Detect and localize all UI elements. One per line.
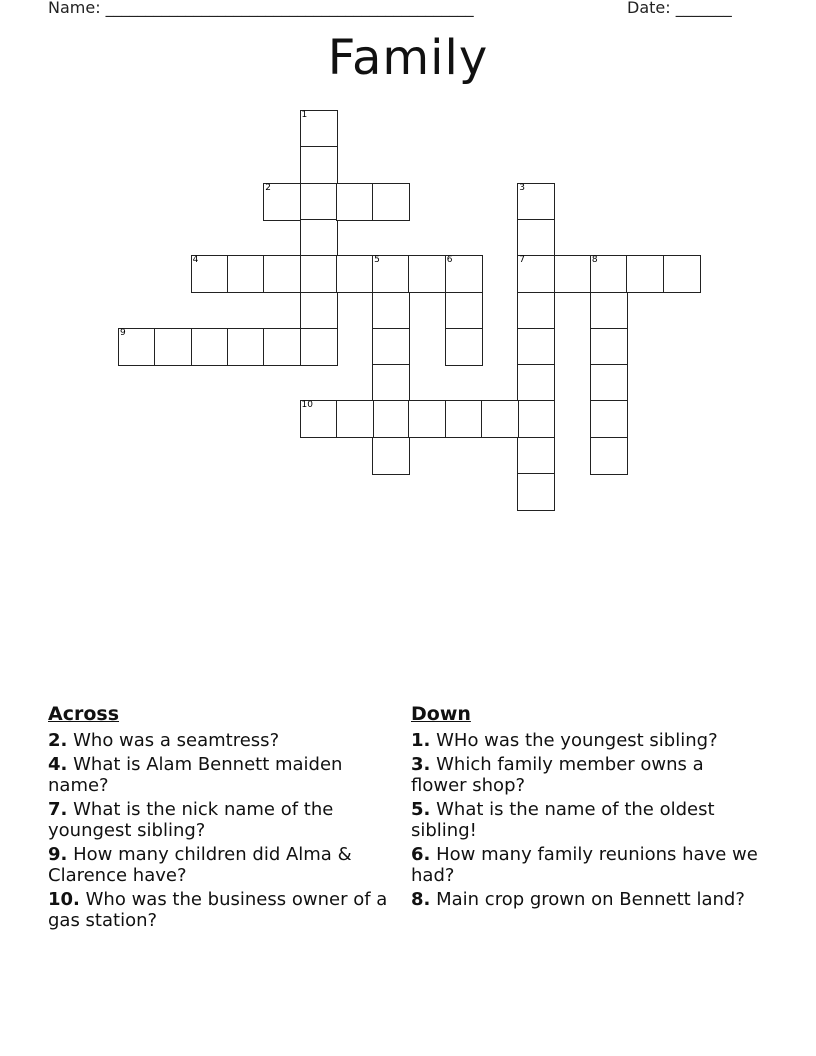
crossword-cell[interactable] (554, 255, 592, 293)
crossword-cell[interactable] (191, 328, 229, 366)
crossword-cell[interactable] (372, 183, 410, 221)
crossword-cell[interactable] (263, 183, 301, 221)
clue-number: 3. (411, 754, 431, 775)
crossword-cell[interactable] (372, 364, 410, 402)
clue-text: How many children did Alma & Clarence have? (48, 844, 352, 886)
across-clue (48, 889, 388, 931)
down-clue (411, 844, 761, 886)
cell-number: 9 (120, 327, 126, 338)
cell-number: 3 (519, 182, 526, 193)
clue-number: 5. (411, 799, 431, 820)
clue-text: Which family member owns a flower shop? (411, 754, 704, 796)
date-field-line: Date: _______ (627, 0, 732, 17)
crossword-cell[interactable] (300, 110, 338, 148)
clue-text: What is the nick name of the youngest sibling? (48, 799, 334, 841)
crossword-cell[interactable] (118, 328, 156, 366)
clue-text: What is Alam Bennett maiden name? (48, 754, 343, 796)
cell-number: 6 (446, 255, 453, 266)
clue-text: Main crop grown on Bennett land? (436, 889, 745, 910)
clue-text: Who was a seamtress? (73, 730, 280, 751)
cell-number: 2 (265, 182, 271, 193)
across-clues (48, 702, 388, 934)
down-clue (411, 889, 761, 910)
crossword-cell[interactable] (590, 400, 628, 438)
crossword-cell[interactable] (445, 400, 483, 438)
crossword-cell[interactable] (336, 400, 374, 438)
crossword-cell[interactable] (372, 255, 410, 293)
crossword-cell[interactable] (590, 364, 628, 402)
across-clue (48, 730, 388, 751)
crossword-cell[interactable] (481, 400, 519, 438)
page-title: Family (327, 30, 489, 86)
across-clue (48, 754, 388, 796)
crossword-cell[interactable] (227, 328, 265, 366)
crossword-cell[interactable] (445, 328, 483, 366)
crossword-cell[interactable] (626, 255, 664, 293)
crossword-cell[interactable] (517, 328, 555, 366)
crossword-cell[interactable] (372, 292, 410, 330)
clue-number: 7. (48, 799, 68, 820)
crossword-cell[interactable] (517, 473, 555, 511)
down-clues (411, 702, 761, 913)
crossword-cell[interactable] (227, 255, 265, 293)
down-heading: Down (411, 703, 471, 725)
clue-text: Who was the business owner of a gas station? (48, 889, 388, 931)
across-clue (48, 844, 388, 886)
crossword-cell[interactable] (517, 292, 555, 330)
clue-number: 4. (48, 754, 68, 775)
crossword-cell[interactable] (445, 292, 483, 330)
clue-text: WHo was the youngest sibling? (436, 730, 718, 751)
crossword-cell[interactable] (590, 292, 628, 330)
crossword-cell[interactable] (517, 400, 555, 438)
crossword-cell[interactable] (263, 328, 301, 366)
down-clue (411, 799, 761, 841)
crossword-cell[interactable] (663, 255, 701, 293)
crossword-cell[interactable] (154, 328, 192, 366)
crossword-cell[interactable] (300, 292, 338, 330)
across-heading: Across (48, 703, 120, 725)
crossword-cell[interactable] (445, 255, 483, 293)
crossword-cell[interactable] (517, 183, 555, 221)
crossword-cell[interactable] (590, 328, 628, 366)
crossword-cell[interactable] (300, 400, 338, 438)
crossword-cell[interactable] (408, 400, 446, 438)
cell-number: 7 (519, 255, 526, 266)
crossword-cell[interactable] (300, 255, 338, 293)
crossword-cell[interactable] (372, 328, 410, 366)
crossword-cell[interactable] (517, 437, 555, 475)
clue-text: What is the name of the oldest sibling! (411, 799, 715, 841)
name-field-line: Name: ______________________________________________ (48, 0, 474, 17)
clue-number: 2. (48, 730, 68, 751)
cell-number: 10 (301, 400, 313, 411)
clue-number: 8. (411, 889, 431, 910)
crossword-cell[interactable] (372, 400, 410, 438)
crossword-cell[interactable] (590, 437, 628, 475)
down-clue (411, 754, 761, 796)
cell-number: 4 (192, 255, 199, 266)
cell-number: 1 (301, 110, 308, 120)
crossword-cell[interactable] (517, 219, 555, 257)
clue-number: 9. (48, 844, 68, 865)
across-clue (48, 799, 388, 841)
crossword-cell[interactable] (517, 364, 555, 402)
crossword-cell[interactable] (517, 255, 555, 293)
clue-text: How many family reunions have we had? (411, 844, 758, 886)
crossword-cell[interactable] (300, 183, 338, 221)
crossword-cell[interactable] (336, 255, 374, 293)
clue-number: 10. (48, 889, 80, 910)
clue-number: 1. (411, 730, 431, 751)
crossword-cell[interactable] (191, 255, 229, 293)
crossword-cell[interactable] (408, 255, 446, 293)
crossword-cell[interactable] (263, 255, 301, 293)
crossword-cell[interactable] (300, 328, 338, 366)
cell-number: 5 (374, 255, 380, 266)
crossword-cell[interactable] (300, 146, 338, 184)
clue-number: 6. (411, 844, 431, 865)
crossword-cell[interactable] (590, 255, 628, 293)
crossword-cell[interactable] (300, 219, 338, 257)
down-clue (411, 730, 761, 751)
crossword-cell[interactable] (336, 183, 374, 221)
cell-number: 8 (591, 255, 598, 266)
crossword-cell[interactable] (372, 437, 410, 475)
